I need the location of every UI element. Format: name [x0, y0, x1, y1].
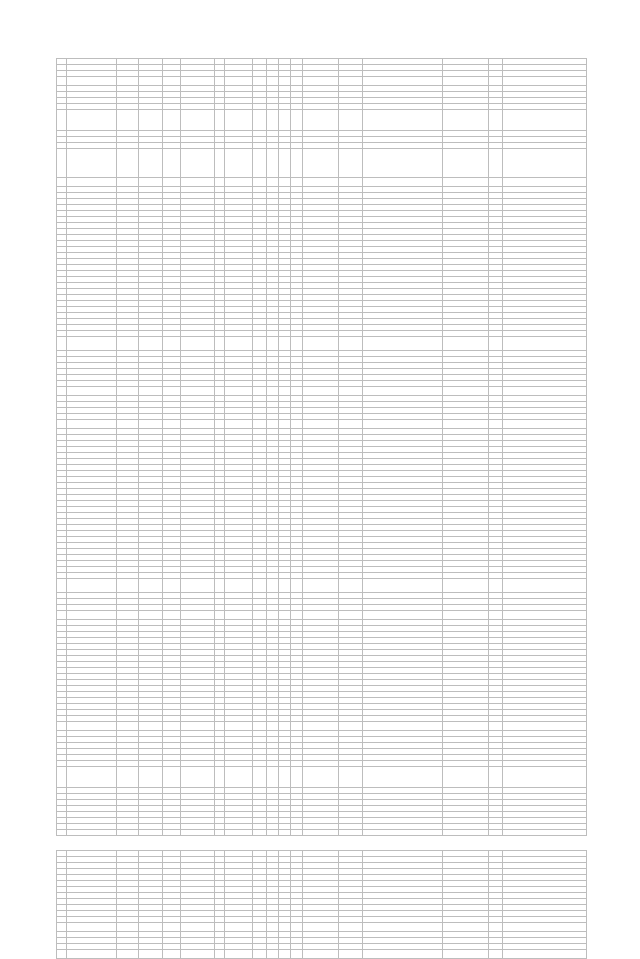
table-cell [225, 767, 253, 788]
table-cell [253, 950, 267, 959]
table-row [57, 722, 587, 731]
table-cell [267, 149, 279, 178]
table-cell [443, 923, 489, 932]
table-cell [139, 387, 163, 396]
table-cell [253, 579, 267, 593]
table-cell [163, 387, 181, 396]
table-cell [303, 767, 339, 788]
table-cell [503, 149, 587, 178]
table-row [57, 420, 587, 429]
table-row [57, 579, 587, 593]
table-cell [215, 149, 225, 178]
table-cell [303, 178, 339, 187]
table-cell [489, 178, 503, 187]
table-cell [489, 923, 503, 932]
table-cell [363, 923, 443, 932]
table-cell [279, 77, 291, 86]
table-cell [181, 722, 215, 731]
table-cell [253, 149, 267, 178]
table-cell [339, 611, 363, 620]
table-cell [303, 337, 339, 351]
table-cell [253, 420, 267, 429]
table-cell [363, 579, 443, 593]
table-cell [225, 923, 253, 932]
table-cell [253, 767, 267, 788]
table-cell [489, 579, 503, 593]
table-cell [443, 77, 489, 86]
table-cell [279, 830, 291, 836]
table-row [57, 387, 587, 396]
table-cell [443, 830, 489, 836]
table-cell [363, 77, 443, 86]
table-cell [181, 950, 215, 959]
table-cell [489, 722, 503, 731]
table-cell [363, 950, 443, 959]
table-cell [225, 387, 253, 396]
table-cell [57, 830, 67, 836]
table-cell [267, 611, 279, 620]
table-cell [443, 611, 489, 620]
table-cell [339, 830, 363, 836]
table-cell [291, 950, 303, 959]
table-cell [225, 950, 253, 959]
table-cell [163, 77, 181, 86]
table-cell [139, 722, 163, 731]
table-cell [215, 77, 225, 86]
table-cell [139, 950, 163, 959]
table-cell [117, 178, 139, 187]
table-cell [117, 77, 139, 86]
table-cell [267, 420, 279, 429]
table-row [57, 611, 587, 620]
table-cell [253, 923, 267, 932]
table-cell [267, 77, 279, 86]
table-cell [279, 579, 291, 593]
table-cell [443, 579, 489, 593]
table-cell [253, 178, 267, 187]
table-cell [181, 611, 215, 620]
table-cell [225, 830, 253, 836]
table-row [57, 149, 587, 178]
table-cell [163, 950, 181, 959]
table-cell [181, 77, 215, 86]
table-cell [117, 722, 139, 731]
table-cell [117, 923, 139, 932]
table-cell [267, 923, 279, 932]
table-cell [303, 420, 339, 429]
table-cell [267, 387, 279, 396]
table-cell [163, 420, 181, 429]
table-cell [181, 830, 215, 836]
table-cell [67, 337, 117, 351]
table-cell [215, 950, 225, 959]
table-cell [181, 337, 215, 351]
table-cell [57, 923, 67, 932]
table-cell [503, 611, 587, 620]
table-cell [303, 923, 339, 932]
table-row [57, 178, 587, 187]
table-cell [503, 767, 587, 788]
table-cell [489, 950, 503, 959]
table-cell [279, 178, 291, 187]
table-cell [339, 923, 363, 932]
table-cell [225, 149, 253, 178]
table-cell [503, 722, 587, 731]
table-cell [253, 611, 267, 620]
table-cell [339, 110, 363, 131]
table-cell [267, 178, 279, 187]
table-cell [363, 420, 443, 429]
table-cell [225, 337, 253, 351]
table-cell [139, 579, 163, 593]
table-cell [67, 923, 117, 932]
spreadsheet-page [56, 58, 586, 843]
table-cell [267, 579, 279, 593]
table-cell [67, 830, 117, 836]
table-cell [363, 387, 443, 396]
table-cell [163, 579, 181, 593]
table-cell [303, 611, 339, 620]
table-cell [225, 722, 253, 731]
table-cell [339, 722, 363, 731]
table-cell [503, 110, 587, 131]
table-cell [67, 950, 117, 959]
table-cell [57, 950, 67, 959]
table-cell [117, 337, 139, 351]
table-cell [443, 149, 489, 178]
table-cell [117, 611, 139, 620]
table-cell [57, 77, 67, 86]
table-cell [363, 611, 443, 620]
table-cell [443, 767, 489, 788]
table-cell [279, 923, 291, 932]
table-cell [489, 611, 503, 620]
table-cell [163, 767, 181, 788]
table-cell [57, 110, 67, 131]
table-row [57, 77, 587, 86]
table-cell [489, 767, 503, 788]
table-cell [181, 767, 215, 788]
table-cell [215, 611, 225, 620]
table-cell [279, 387, 291, 396]
table-cell [503, 950, 587, 959]
table-cell [339, 337, 363, 351]
table-cell [181, 579, 215, 593]
table-cell [303, 579, 339, 593]
table-cell [117, 767, 139, 788]
table-cell [363, 178, 443, 187]
table-cell [489, 387, 503, 396]
table-cell [279, 611, 291, 620]
table-cell [291, 110, 303, 131]
table-cell [139, 178, 163, 187]
table-cell [57, 337, 67, 351]
table-cell [67, 611, 117, 620]
table-cell [291, 77, 303, 86]
table-cell [225, 579, 253, 593]
table-cell [215, 337, 225, 351]
table-cell [363, 110, 443, 131]
table-cell [117, 950, 139, 959]
table-cell [303, 149, 339, 178]
table-cell [279, 149, 291, 178]
table-cell [225, 77, 253, 86]
table-cell [57, 420, 67, 429]
table-cell [163, 337, 181, 351]
table-cell [163, 722, 181, 731]
table-cell [181, 387, 215, 396]
table-cell [139, 611, 163, 620]
table-cell [181, 420, 215, 429]
table-cell [443, 110, 489, 131]
table-cell [215, 110, 225, 131]
table-cell [57, 611, 67, 620]
table-cell [267, 767, 279, 788]
table-cell [339, 149, 363, 178]
table-cell [57, 722, 67, 731]
table-cell [503, 923, 587, 932]
table-cell [489, 337, 503, 351]
table-cell [163, 923, 181, 932]
table-cell [291, 767, 303, 788]
table-cell [57, 579, 67, 593]
table-cell [67, 110, 117, 131]
table-cell [279, 767, 291, 788]
table-cell [339, 387, 363, 396]
table-cell [163, 110, 181, 131]
table-cell [267, 110, 279, 131]
table-row [57, 337, 587, 351]
table-cell [303, 77, 339, 86]
table-cell [339, 950, 363, 959]
table-cell [215, 830, 225, 836]
table-cell [279, 722, 291, 731]
table-cell [163, 149, 181, 178]
table-cell [225, 420, 253, 429]
table-cell [225, 110, 253, 131]
table-cell [57, 178, 67, 187]
table-cell [363, 767, 443, 788]
table-cell [503, 337, 587, 351]
table-cell [279, 337, 291, 351]
table-cell [181, 110, 215, 131]
table-cell [139, 767, 163, 788]
table-cell [267, 830, 279, 836]
table-cell [279, 950, 291, 959]
table-cell [139, 830, 163, 836]
table-cell [363, 722, 443, 731]
table-cell [117, 149, 139, 178]
table-cell [489, 77, 503, 86]
table-cell [215, 722, 225, 731]
table-cell [67, 77, 117, 86]
table-cell [253, 77, 267, 86]
table-cell [253, 337, 267, 351]
table-cell [303, 950, 339, 959]
table-cell [363, 149, 443, 178]
table-cell [503, 77, 587, 86]
table-cell [57, 387, 67, 396]
table-cell [503, 420, 587, 429]
table-cell [303, 387, 339, 396]
table-cell [291, 830, 303, 836]
table-cell [67, 579, 117, 593]
table-cell [215, 178, 225, 187]
table-cell [291, 387, 303, 396]
table-cell [443, 722, 489, 731]
table-cell [339, 767, 363, 788]
table-cell [181, 178, 215, 187]
table-cell [67, 767, 117, 788]
table-cell [291, 178, 303, 187]
table-cell [489, 110, 503, 131]
table-cell [503, 830, 587, 836]
table-cell [279, 110, 291, 131]
table-cell [443, 337, 489, 351]
table-row [57, 767, 587, 788]
table-cell [443, 387, 489, 396]
table-cell [303, 110, 339, 131]
table-cell [503, 387, 587, 396]
table-cell [139, 420, 163, 429]
table-cell [363, 830, 443, 836]
table-cell [139, 149, 163, 178]
table-cell [363, 337, 443, 351]
table-cell [443, 950, 489, 959]
table-cell [163, 611, 181, 620]
table-cell [215, 767, 225, 788]
table-cell [279, 420, 291, 429]
section-gap [56, 836, 586, 850]
table-row [57, 830, 587, 836]
table-cell [253, 722, 267, 731]
table-cell [57, 149, 67, 178]
table-cell [339, 420, 363, 429]
table-cell [339, 579, 363, 593]
table-cell [67, 722, 117, 731]
table-cell [139, 923, 163, 932]
table-cell [267, 950, 279, 959]
table-cell [489, 149, 503, 178]
table-cell [443, 420, 489, 429]
table-cell [181, 149, 215, 178]
table-cell [339, 77, 363, 86]
data-table [56, 58, 587, 836]
table-cell [225, 611, 253, 620]
table-cell [291, 611, 303, 620]
table-row [57, 950, 587, 959]
table-cell [303, 722, 339, 731]
table-cell [489, 830, 503, 836]
table-cell [267, 337, 279, 351]
table-cell [117, 420, 139, 429]
table-cell [267, 722, 279, 731]
table-cell [163, 178, 181, 187]
table-cell [339, 178, 363, 187]
table-cell [253, 830, 267, 836]
table-row [57, 923, 587, 932]
table-cell [291, 337, 303, 351]
table-cell [489, 420, 503, 429]
table-cell [253, 110, 267, 131]
table-cell [291, 722, 303, 731]
table-cell [291, 149, 303, 178]
table-cell [291, 923, 303, 932]
table-cell [291, 420, 303, 429]
table-cell [117, 830, 139, 836]
table-cell [181, 923, 215, 932]
table-cell [139, 337, 163, 351]
table-cell [163, 830, 181, 836]
table-cell [503, 178, 587, 187]
table-cell [215, 420, 225, 429]
table-cell [117, 579, 139, 593]
table-row [57, 110, 587, 131]
table-cell [67, 420, 117, 429]
table-cell [225, 178, 253, 187]
table-cell [443, 178, 489, 187]
table-cell [117, 387, 139, 396]
table-cell [67, 149, 117, 178]
table-cell [139, 110, 163, 131]
table-cell [303, 830, 339, 836]
table-cell [291, 579, 303, 593]
table-cell [503, 579, 587, 593]
table-cell [215, 579, 225, 593]
table-cell [139, 77, 163, 86]
table-cell [67, 178, 117, 187]
table-cell [253, 387, 267, 396]
table-cell [67, 387, 117, 396]
table-cell [57, 767, 67, 788]
table-cell [215, 923, 225, 932]
table-cell [117, 110, 139, 131]
table-cell [215, 387, 225, 396]
